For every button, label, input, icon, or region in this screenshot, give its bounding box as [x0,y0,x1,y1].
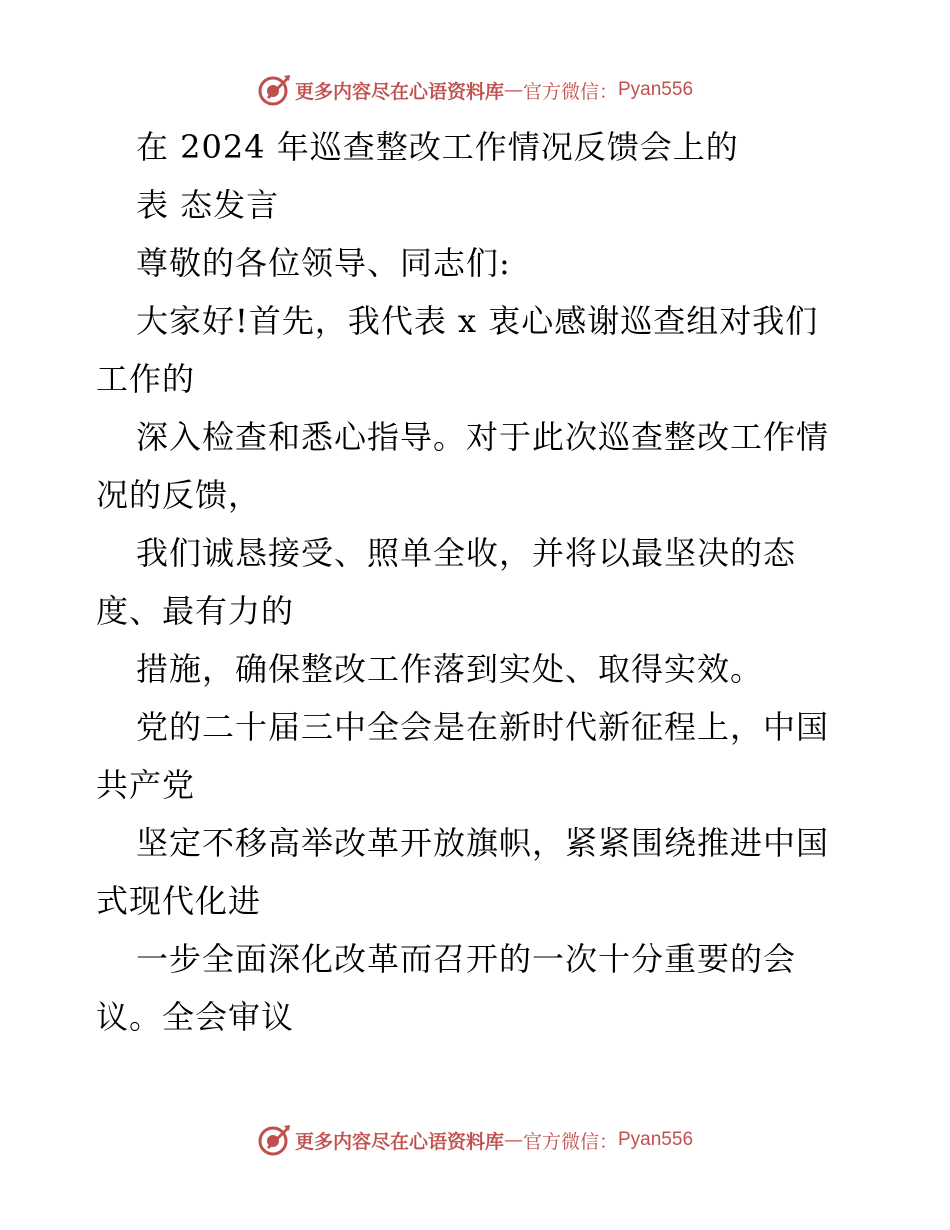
document-line: 表 态发言 [136,186,280,224]
watermark-label: 官方微信： [522,80,618,103]
document-line: 共产党 [96,766,196,804]
document-line: 况的反馈， [96,476,262,514]
watermark-dash: — [503,79,523,101]
document-line: 工作的 [96,360,196,398]
document-line: 措施，确保整改工作落到实处、取得实效。 [136,650,764,688]
document-line: 党的二十届三中全会是在新时代新征程上，中国 [136,708,830,746]
document-line: 大家好!首先，我代表 x 衷心感谢巡查组对我们 [136,302,819,340]
watermark-site-text: 更多内容尽在心语资料库 [294,1130,504,1153]
watermark-wechat-id: Pyan556 [618,79,694,100]
document-line: 我们诚恳接受、照单全收，并将以最坚决的态 [136,534,797,572]
document-line: 坚定不移高举改革开放旗帜，紧紧围绕推进中国 [136,824,830,862]
footer-watermark [0,1120,950,1160]
watermark-site-text: 更多内容尽在心语资料库 [294,80,504,103]
document-line: 度、最有力的 [96,592,295,630]
document-line: 式现代化进 [96,882,262,920]
header-watermark [0,70,950,110]
document-line: 一步全面深化改革而召开的一次十分重要的会 [136,940,797,978]
watermark-dash: — [503,1129,523,1151]
watermark-wechat-id: Pyan556 [618,1129,694,1150]
quill-seal-icon [257,1123,291,1157]
document-line: 议。全会审议 [96,998,295,1036]
watermark-label: 官方微信： [522,1130,618,1153]
quill-seal-icon [257,73,291,107]
document-line: 深入检查和悉心指导。对于此次巡查整改工作情 [136,418,830,456]
document-line: 尊敬的各位领导、同志们: [136,244,511,282]
document-body [96,118,856,1046]
document-line: 在 2024 年巡查整改工作情况反馈会上的 [136,128,739,166]
